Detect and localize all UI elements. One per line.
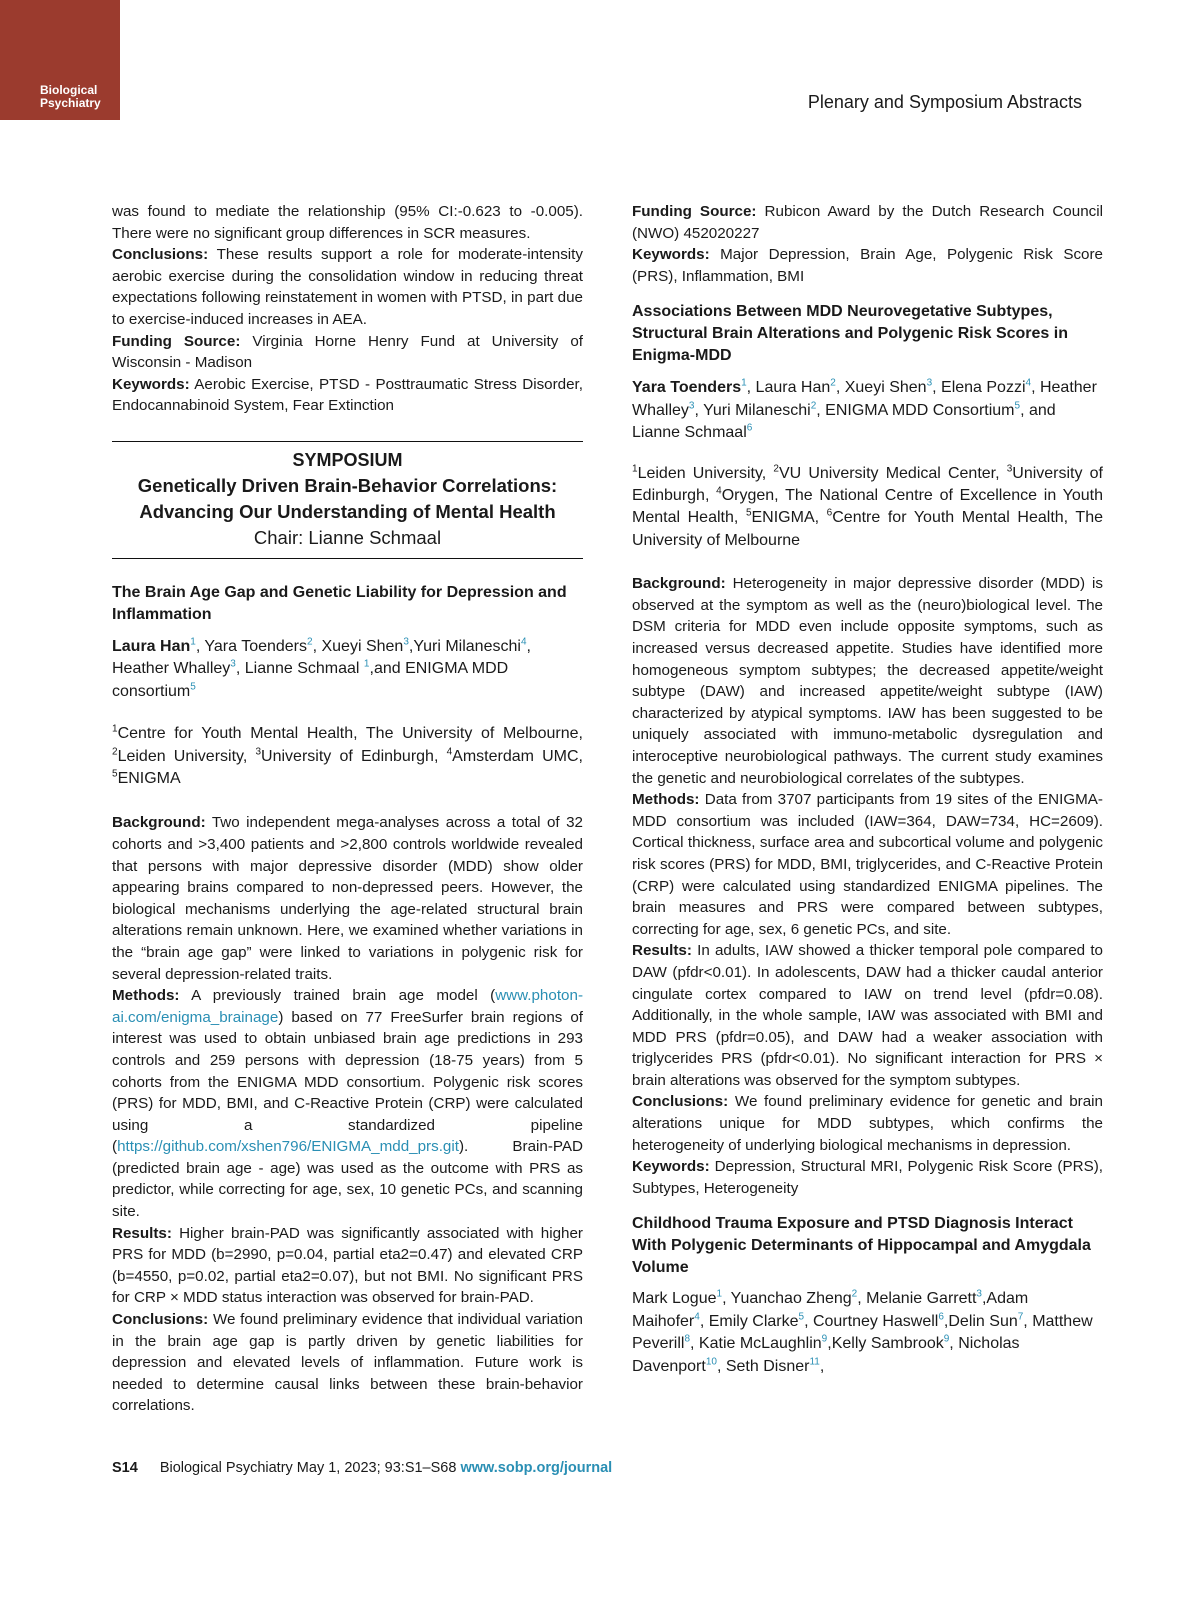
results-label: Results: [112, 1224, 172, 1242]
author-name: Lianne Schmaal [244, 660, 364, 678]
affiliation-text: Centre for Youth Mental Health, The University of Melbourne [632, 509, 1104, 549]
methods-paragraph: Methods: A previously trained brain age model (www.photon-ai.com/enigma_brainage) based on 77 FreeSurfer brain regions of interest was used to obtain unbiased brain age predictions in 293 controls and 259 persons with depression (18-75 years) from 5 cohorts from the ENIGMA MDD consortium. Polygenic risk scores (PRS) for MDD, BMI, and C-Reactive Protein (CRP) were calculated using a standardized pipeline (https://github.com/xshen796/ENIGMA_mdd_prs.git). Brain-PAD (predicted brain age - age) was used as the outcome with PRS as predictor, while correcting for age, sex, 10 genetic PCs, and scanning site. [112, 987, 583, 1221]
author-affiliation-marker: 3 [926, 378, 933, 390]
background-label: Background: [112, 814, 206, 832]
keywords-paragraph: Keywords: Depression, Structural MRI, Polygenic Risk Score (PRS), Subtypes, Heterogeneity [632, 1158, 1103, 1197]
author-affiliation-marker: 2 [810, 400, 817, 412]
author-affiliation-marker: 8 [684, 1333, 691, 1345]
funding-label: Funding Source: [112, 332, 241, 350]
brainage-link[interactable]: www.photon-ai.com/enigma_brainage [112, 987, 583, 1026]
author-affiliation-marker: 4 [694, 1311, 700, 1323]
author-name: Kelly Sambrook [831, 1335, 944, 1353]
journal-logo [0, 0, 120, 120]
keywords-label: Keywords: [632, 1158, 710, 1176]
author-name: Seth Disner [725, 1357, 810, 1375]
affiliation-marker: 4 [716, 485, 722, 497]
author-affiliation-marker: 10 [705, 1356, 717, 1368]
methods-label: Methods: [632, 791, 700, 809]
author-affiliation-marker: 3 [403, 636, 409, 648]
author-affiliation-marker: 5 [1014, 400, 1021, 412]
affiliation-marker: 6 [826, 508, 833, 520]
author-name: Yara Toenders [204, 637, 308, 655]
author-affiliation-marker: 3 [688, 400, 695, 412]
author-affiliation-marker: 9 [821, 1333, 828, 1345]
author-name: and Lianne Schmaal [632, 401, 1056, 442]
affiliation-text: University of Edinburgh, [632, 464, 1103, 504]
author-name: Heather Whalley [112, 660, 231, 678]
results-label: Results: [632, 942, 692, 960]
author-name: Yuri Milaneschi [703, 401, 811, 419]
author-name: Yuri Milaneschi [413, 637, 521, 655]
affiliation-text: Centre for Youth Mental Health, The University of Melbourne, [117, 725, 583, 743]
logo-line-1: Biological [40, 83, 98, 97]
continued-paragraph: was found to mediate the relationship (95% CI:-0.623 to -0.005). There were no significant group differences in SCR measures. [112, 203, 583, 242]
affiliations [632, 463, 1103, 553]
affiliations [112, 723, 583, 790]
results-paragraph: Results: In adults, IAW showed a thicker temporal pole compared to DAW (pfdr<0.01). In adolescents, DAW had a thicker caudal anterior cingulate cortex compared to IAW on trend level (pfdr=0.08). Additionally, in the whole sample, IAW was associated with BMI and MDD PRS (pfdr=0.05), and DAW had a weaker association with triglycerides PRS (pfdr<0.01). No significant interaction for PRS × brain alterations was observed for the symptom subtypes. [632, 942, 1103, 1089]
conclusions-paragraph: Conclusions: We found preliminary evidence for genetic and brain alterations unique for MDD subtypes, which confirms the heterogeneity of underlying biological mechanisms in depression. [632, 1093, 1103, 1154]
author-name: Emily Clarke [708, 1312, 799, 1330]
symposium-chair: Chair: Lianne Schmaal [253, 526, 442, 548]
funding-paragraph: Funding Source: Rubicon Award by the Dutch Research Council (NWO) 452020227 [632, 203, 1103, 242]
affiliation-text: University of Edinburgh, [261, 747, 447, 765]
page-number: S14 [112, 1460, 138, 1476]
author-name: Courtney Haswell [812, 1312, 939, 1330]
author-affiliation-marker: 1 [741, 378, 747, 390]
affiliation-text: Amsterdam UMC, [452, 747, 584, 765]
author-name: Adam Maihofer [632, 1290, 1029, 1330]
author-name: Laura Han [755, 379, 831, 397]
author-affiliation-marker: 7 [1017, 1311, 1024, 1323]
abstract-title: Childhood Trauma Exposure and PTSD Diagnosis Interact With Polygenic Determinants of Hippocampal and Amygdala Volume [632, 1215, 1091, 1277]
author-affiliation-marker: 2 [851, 1289, 858, 1301]
author-affiliation-marker: 1 [716, 1289, 723, 1301]
affiliation-text: ENIGMA, [751, 509, 827, 527]
author-affiliation-marker: 5 [798, 1311, 805, 1323]
author-list: Laura Han$^1$, Yara Toenders$^2$, Xueyi Shen$^3$,Yuri Milaneschi$^4$, Heather Whalley$^3$, Lianne Schmaal $^1$,and ENIGMA MDD consortium$^5$ [112, 636, 531, 700]
author-name: Xueyi Shen [321, 637, 404, 655]
author-list: Yara Toenders$^1$, Laura Han$^2$, Xueyi Shen$^3$, Elena Pozzi$^4$, Heather Whalley$^3$, Yuri Milaneschi$^2$, ENIGMA MDD Consortium$^5$, and Lianne Schmaal$^6$ [632, 378, 1097, 442]
keywords-label: Keywords: [632, 246, 710, 264]
author-name: Laura Han [112, 637, 191, 655]
symposium-header [112, 441, 583, 559]
author-name: and ENIGMA MDD consortium [112, 660, 509, 700]
abstract-title: Associations Between MDD Neurovegetative Subtypes, Structural Brain Alterations and Polygenic Risk Scores in Enigma-MDD [632, 303, 1068, 365]
keywords-paragraph: Keywords: Major Depression, Brain Age, Polygenic Risk Score (PRS), Inflammation, BMI [632, 246, 1103, 285]
author-affiliation-marker: 5 [190, 681, 196, 693]
author-affiliation-marker: 6 [938, 1311, 944, 1323]
author-list: Mark Logue$^1$, Yuanchao Zheng$^2$, Melanie Garrett$^3$,Adam Maihofer$^4$, Emily Clarke$^5$, Courtney Haswell$^6$,Delin Sun$^7$, Matthew Peverill$^8$, Katie McLaughlin$^9$,Kelly Sambrook$^9$, Nicholas Davenport$^{10}$, Seth Disner$^{11}$, [632, 1289, 1093, 1375]
background-paragraph: Background: Two independent mega-analyses across a total of 32 cohorts and >3,400 patients and >2,800 controls worldwide revealed that persons with major depressive disorder (MDD) show older appearing brains compared to non-depressed peers. However, the biological mechanisms underlying the age-related structural brain alterations remain unknown. Here, we examined whether variations in the “brain age gap” were linked to variations in polygenic risk for several depression-related traits. [112, 814, 583, 983]
funding-paragraph: Funding Source: Virginia Horne Henry Fund at University of Wisconsin - Madison [112, 332, 583, 372]
author-name: Delin Sun [948, 1312, 1018, 1330]
author-name: ENIGMA MDD Consortium [825, 401, 1015, 419]
author-name: Nicholas Davenport [632, 1335, 1020, 1375]
logo-line-2: Psychiatry [40, 96, 101, 110]
affiliation-marker: 3 [255, 746, 262, 758]
affiliation-marker: 4 [446, 746, 453, 758]
author-affiliation-marker: 6 [746, 422, 753, 434]
symposium-heading: SYMPOSIUM [292, 449, 403, 470]
author-affiliation-marker: 3 [230, 659, 236, 671]
affiliation-marker: 1 [632, 463, 638, 475]
affiliation-text: Leiden University, [637, 464, 774, 482]
right-column [632, 201, 1103, 1378]
affiliation-marker: 5 [745, 508, 752, 520]
author-affiliation-marker: 2 [830, 378, 836, 390]
background-paragraph: Background: Heterogeneity in major depressive disorder (MDD) is observed at the symptom as well as the (neuro)biological level. The DSM criteria for MDD even include opposite symptoms, such as increased versus decreased appetite. Studies have identified more homogeneous symptom subtypes; the decreased appetite/weight subtype (DAW) and increased appetite/weight subtype (IAW) characterized by atypical symptoms. IAW has been suggested to be uniquely associated with immuno-metabolic dysregulation and interoceptive neurobiological pathways. The current study examines the genetic and neurobiological correlates of the subtypes. [632, 575, 1103, 787]
background-label: Background: [632, 575, 726, 593]
affiliation-marker: 2 [773, 463, 779, 475]
abstract-title: The Brain Age Gap and Genetic Liability for Depression and Inflammation [112, 583, 567, 623]
keywords-paragraph: Keywords: Aerobic Exercise, PTSD - Posttraumatic Stress Disorder, Endocannabinoid System, Fear Extinction [112, 375, 583, 415]
citation: Biological Psychiatry May 1, 2023; 93:S1–S68 [159, 1460, 461, 1476]
results-paragraph: Results: Higher brain-PAD was significantly associated with higher PRS for MDD (b=2990, p=0.04, partial eta2=0.47) and elevated CRP (b=4550, p=0.02, partial eta2=0.07), but not BMI. No significant PRS for CRP × MDD status interaction was observed for brain-PAD. [112, 1224, 583, 1307]
affiliation-marker: 5 [112, 768, 118, 780]
author-name: Yara Toenders [632, 379, 742, 397]
affiliation-text: VU University Medical Center, [778, 464, 1007, 482]
author-affiliation-marker: 1 [363, 659, 370, 671]
affiliation-marker: 1 [112, 723, 118, 735]
conclusions-paragraph: Conclusions: These results support a role for moderate-intensity aerobic exercise during the consolidation window in reducing threat expectations following reinstatement in women with PTSD, in part due to exercise-induced increases in AEA. [112, 246, 583, 328]
author-name: Mark Logue [632, 1290, 717, 1308]
conclusions-label: Conclusions: [632, 1093, 729, 1111]
author-affiliation-marker: 4 [1025, 378, 1032, 390]
methods-paragraph: Methods: Data from 3707 participants from 19 sites of the ENIGMA-MDD consortium was included (IAW=364, DAW=734, HC=2609). Cortical thickness, surface area and subcortical volume and polygenic risk scores (PRS) for MDD, BMI, triglycerides, and C-Reactive Protein (CRP) were calculated using standardized ENIGMA pipelines. The brain measures and PRS were compared between subtypes, correcting for age, sex, 6 genetic PCs, and site. [632, 791, 1103, 938]
journal-logo-text [40, 84, 101, 110]
left-column [112, 201, 583, 1417]
affiliation-marker: 3 [1006, 463, 1013, 475]
symposium-title-line-1: Genetically Driven Brain-Behavior Correlations: [137, 474, 558, 496]
author-name: Heather Whalley [632, 379, 1097, 419]
funding-label: Funding Source: [632, 203, 757, 220]
symposium-title-line-2: Advancing Our Understanding of Mental Health [139, 500, 556, 522]
affiliation-text: Leiden University, [117, 747, 256, 765]
author-affiliation-marker: 9 [943, 1333, 950, 1345]
running-head: Plenary and Symposium Abstracts [807, 92, 1082, 112]
author-name: Elena Pozzi [941, 379, 1026, 397]
author-affiliation-marker: 4 [520, 636, 527, 648]
methods-label: Methods: [112, 987, 180, 1005]
journal-url[interactable]: www.sobp.org/journal [460, 1460, 613, 1476]
author-name: Yuanchao Zheng [730, 1290, 852, 1308]
author-name: Matthew Peverill [632, 1312, 1093, 1353]
conclusions-label: Conclusions: [112, 1311, 209, 1329]
affiliation-text: ENIGMA [117, 769, 181, 787]
affiliation-text: Orygen, The National Centre of Excellence in Youth Mental Health, [632, 487, 1104, 527]
page-footer [112, 1460, 612, 1476]
author-name: Katie McLaughlin [698, 1335, 822, 1353]
author-name: Melanie Garrett [866, 1290, 977, 1308]
github-link[interactable]: https://github.com/xshen796/ENIGMA_mdd_prs.git [117, 1138, 459, 1156]
affiliation-marker: 2 [112, 746, 118, 758]
author-affiliation-marker: 2 [307, 636, 313, 648]
author-name: Xueyi Shen [844, 379, 927, 397]
author-affiliation-marker: 1 [190, 636, 196, 648]
conclusions-paragraph: Conclusions: We found preliminary evidence that individual variation in the brain age gap is partly driven by genetic liabilities for depression and elevated levels of inflammation. Future work is needed to determine causal links between these brain-behavior correlations. [112, 1311, 583, 1415]
author-affiliation-marker: 11 [809, 1356, 820, 1368]
conclusions-label: Conclusions: [112, 246, 209, 264]
author-affiliation-marker: 3 [976, 1289, 982, 1301]
keywords-label: Keywords: [112, 375, 190, 393]
